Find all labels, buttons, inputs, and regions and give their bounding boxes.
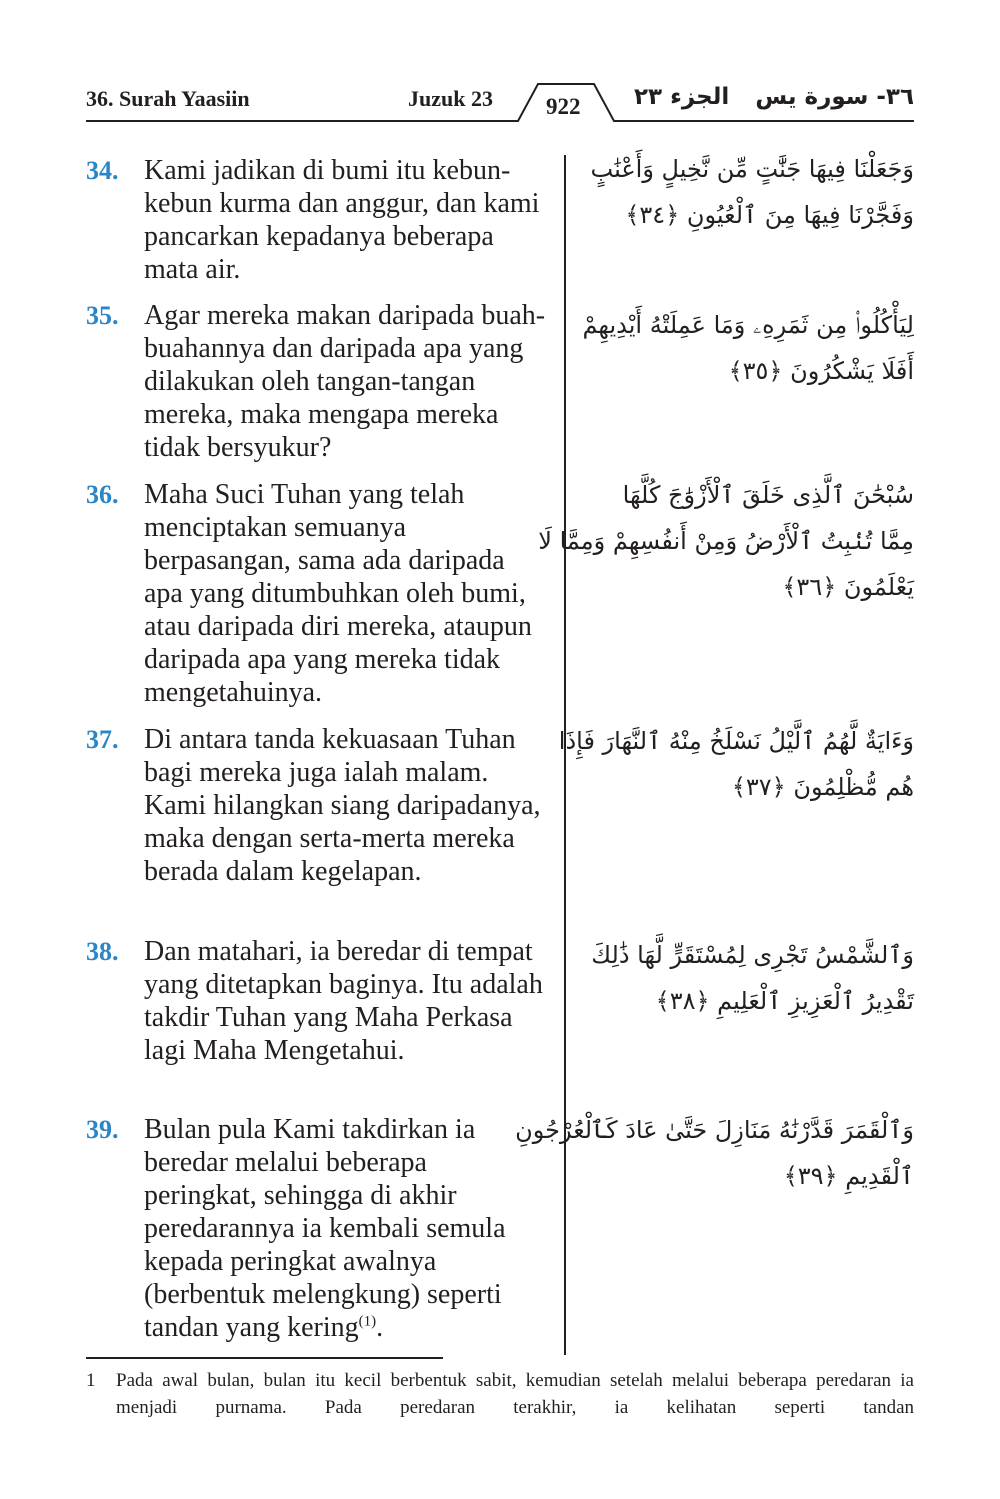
page-header xyxy=(86,80,914,124)
arabic-line: مِمَّا تُنۢبِتُ ٱلْأَرْضُ وَمِنْ أَنفُسِهِمْ وَمِمَّا لَا xyxy=(538,527,914,555)
arabic-line: سُبْحَٰنَ ٱلَّذِى خَلَقَ ٱلْأَزْوَٰجَ كُلَّهَا xyxy=(622,481,914,509)
verse-36-arabic xyxy=(538,472,914,610)
arabic-line: أَفَلَا يَشْكُرُونَ ﴿٣٥﴾ xyxy=(728,357,914,385)
verse-39-arabic xyxy=(515,1107,914,1199)
arabic-line: ٱلْقَدِيمِ ﴿٣٩﴾ xyxy=(783,1162,914,1190)
verse-number: 38. xyxy=(86,937,119,966)
arabic-line: وَجَعَلْنَا فِيهَا جَنَّٰتٍ مِّن نَّخِيلٍ وَأَعْنَٰبٍ xyxy=(590,155,914,183)
arabic-line: لِيَأْكُلُوا۟ مِن ثَمَرِهِۦ وَمَا عَمِلَتْهُ أَيْدِيهِمْ xyxy=(582,311,914,339)
verse-text: Agar mereka makan daripada buah-buahannya dan daripada apa yang dilakukan oleh tangan-tangan mereka, maka mengapa mereka tidak bersyukur? xyxy=(144,300,546,463)
arabic-line: وَءَايَةٌ لَّهُمُ ٱلَّيْلُ نَسْلَخُ مِنْهُ ٱلنَّهَارَ فَإِذَا xyxy=(558,727,914,755)
arabic-line: يَعْلَمُونَ ﴿٣٦﴾ xyxy=(782,573,914,601)
arabic-line: هُم مُّظْلِمُونَ ﴿٣٧﴾ xyxy=(731,773,914,801)
verse-text xyxy=(144,1113,546,1344)
verse-text: Maha Suci Tuhan yang telah menciptakan semuanya berpasangan, sama ada daripada apa yang ditumbuhkan oleh bumi, atau daripada diri mereka, ataupun daripada apa yang mereka tidak mengetahuinya. xyxy=(144,479,532,708)
verse-text: Di antara tanda kekuasaan Tuhan bagi mereka juga ialah malam. Kami hilangkan siang daripadanya, maka dengan serta-merta mereka berada dalam kegelapan. xyxy=(144,724,541,887)
verse-37-arabic xyxy=(558,718,914,810)
arabic-line: وَٱلشَّمْسُ تَجْرِى لِمُسْتَقَرٍّ لَّهَا ذَٰلِكَ xyxy=(591,941,914,969)
verse-35-arabic xyxy=(584,302,914,394)
arabic-line: وَٱلْقَمَرَ قَدَّرْنَٰهُ مَنَازِلَ حَتَّىٰ عَادَ كَٱلْعُرْجُونِ xyxy=(515,1116,914,1144)
verse-35-translation xyxy=(86,299,546,464)
verse-38-translation xyxy=(86,935,546,1067)
verse-36-translation xyxy=(86,478,546,709)
verse-34-translation xyxy=(86,154,546,286)
verse-text-end: . xyxy=(376,1312,384,1343)
arabic-line: وَفَجَّرْنَا فِيهَا مِنَ ٱلْعُيُونِ ﴿٣٤﴾ xyxy=(625,201,914,229)
verse-number: 37. xyxy=(86,725,119,754)
footnote-text: Pada awal bulan, bulan itu kecil berbentuk sabit, kemudian setelah melalui beberapa peredaran ia menjadi purnama. Pada peredaran terakhir, ia kelihatan seperti tandan xyxy=(116,1370,914,1418)
verse-text: Kami jadikan di bumi itu kebun-kebun kurma dan anggur, dan kami pancarkan kepadanya beberapa mata air. xyxy=(144,155,540,285)
verse-number: 36. xyxy=(86,480,119,509)
verse-number: 34. xyxy=(86,156,119,185)
page-number: 922 xyxy=(546,94,581,119)
juz-label-arabic: الجزء ٢٣ xyxy=(634,84,730,110)
verse-text: Dan matahari, ia beredar di tempat yang ditetapkan baginya. Itu adalah takdir Tuhan yang Maha Perkasa lagi Maha Mengetahui. xyxy=(144,936,543,1066)
verse-number: 35. xyxy=(86,301,119,330)
footnote-number: 1 xyxy=(86,1370,96,1391)
verse-text-body: Bulan pula Kami takdirkan ia beredar melalui beberapa peringkat, sehingga di akhir peredarannya ia kembali semula kepada peringkat awalnya (berbentuk melengkung) seperti tandan yang kering xyxy=(144,1114,506,1343)
verse-38-arabic xyxy=(584,932,914,1024)
verse-number: 39. xyxy=(86,1115,119,1144)
arabic-line: تَقْدِيرُ ٱلْعَزِيزِ ٱلْعَلِيمِ ﴿٣٨﴾ xyxy=(655,987,914,1015)
footnote xyxy=(86,1367,914,1421)
verse-34-arabic xyxy=(584,146,914,238)
juzuk-label: Juzuk 23 xyxy=(408,86,493,111)
surah-title-arabic: ٣٦- سورة يس xyxy=(755,84,914,110)
footnote-rule xyxy=(86,1357,443,1359)
footnote-reference[interactable]: (1) xyxy=(358,1313,377,1330)
surah-title-latin: 36. Surah Yaasiin xyxy=(86,86,250,111)
verse-39-translation xyxy=(86,1113,546,1344)
verse-37-translation xyxy=(86,723,546,888)
